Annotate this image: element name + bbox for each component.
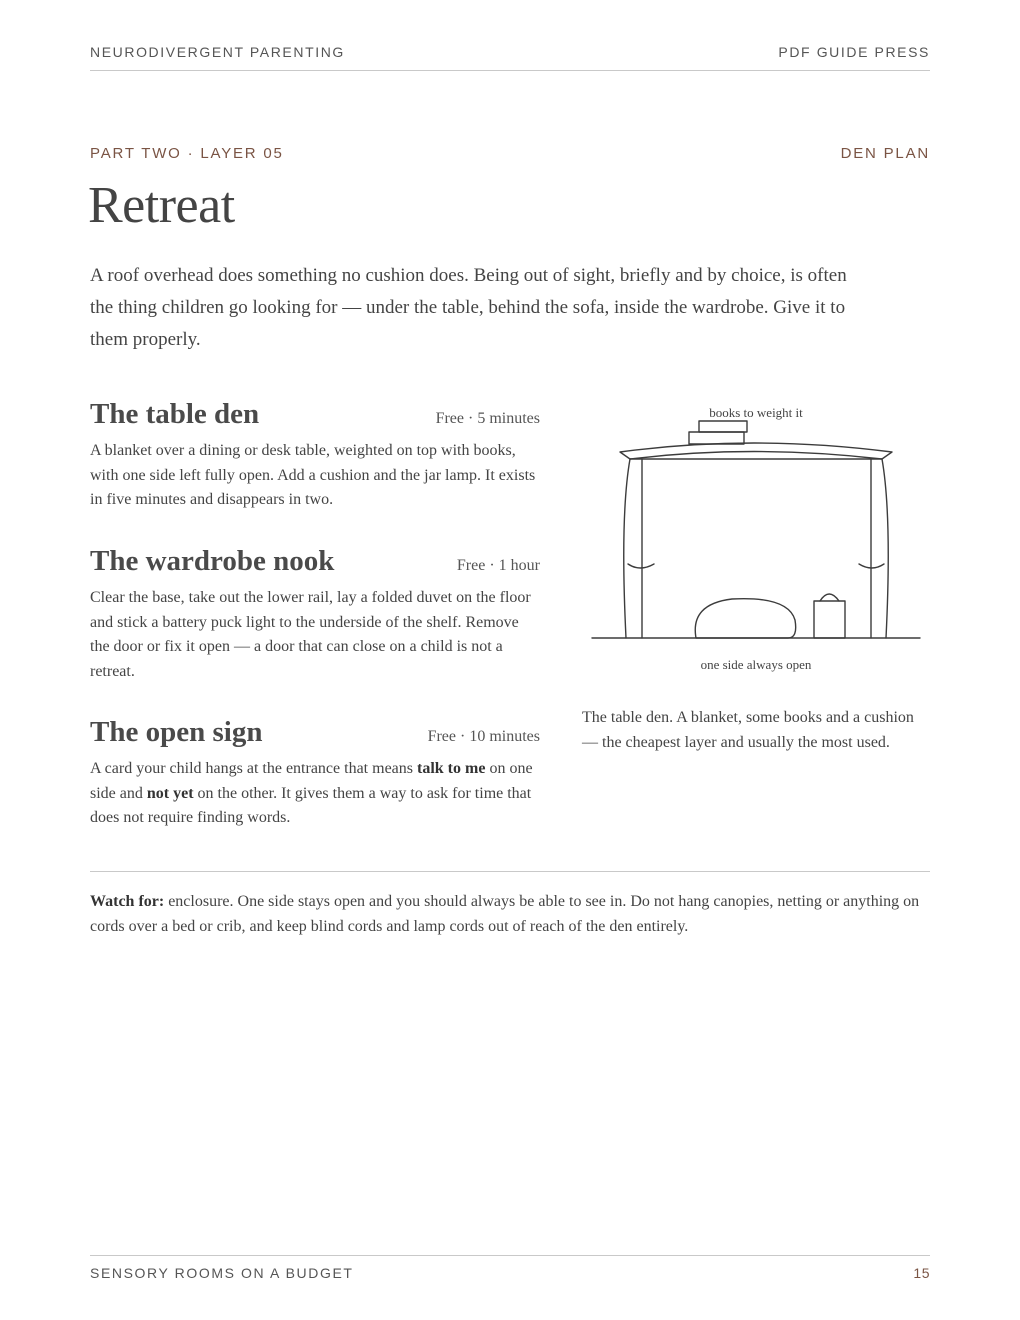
emphasis-talk-to-me: talk to me — [417, 760, 486, 777]
section-body: Clear the base, take out the lower rail, lay a folded duvet on the floor and stick a battery puck light to the underside of the shelf. Remove the door or fix it open — a door that can close on a child is not a retreat. — [90, 589, 531, 680]
section-meta: Free · 5 minutes — [435, 410, 540, 427]
running-header — [90, 44, 930, 64]
section-wardrobe-nook — [90, 545, 540, 684]
figure-label-top: books to weight it — [709, 405, 803, 420]
header-publisher: PDF GUIDE PRESS — [778, 44, 930, 60]
book-icon — [699, 421, 747, 432]
watch-for-note — [90, 890, 935, 939]
section-open-sign — [90, 716, 540, 831]
blanket-drape-left — [624, 459, 630, 638]
blanket-drape-right — [882, 459, 888, 638]
section-body: A card your child hangs at the entrance that means talk to me on one side and not yet on the other. It gives them a way to ask for time that does not require finding words. — [90, 760, 533, 826]
section-heading: The table den — [90, 398, 260, 430]
header-series-title: NEURODIVERGENT PARENTING — [90, 44, 345, 60]
den-line-drawing — [582, 396, 930, 686]
section-table-den — [90, 398, 540, 513]
blanket-top — [620, 443, 892, 459]
footer-rule — [90, 1255, 930, 1256]
header-rule — [90, 70, 930, 71]
footer-book-title: SENSORY ROOMS ON A BUDGET — [90, 1265, 354, 1281]
section-heading: The wardrobe nook — [90, 545, 335, 577]
cushion-icon — [695, 599, 795, 638]
section-meta: Free · 10 minutes — [427, 728, 540, 745]
watch-for-label: Watch for: — [90, 893, 165, 910]
section-meta: Free · 1 hour — [456, 557, 540, 574]
page-number: 15 — [913, 1265, 930, 1281]
section-heading: The open sign — [90, 716, 263, 748]
section-divider — [90, 871, 930, 872]
table-den-illustration — [582, 396, 930, 686]
book-icon — [689, 432, 744, 444]
kicker-part-layer: PART TWO · LAYER 05 — [90, 145, 284, 162]
running-footer — [90, 1265, 930, 1281]
section-kicker — [90, 145, 930, 162]
jar-lamp-icon — [814, 601, 845, 638]
figure-caption: The table den. A blanket, some books and a cushion — the cheapest layer and usually the most used. — [582, 709, 914, 751]
emphasis-not-yet: not yet — [146, 784, 194, 802]
kicker-plan-label: DEN PLAN — [840, 145, 930, 162]
page-title: Retreat — [88, 177, 235, 234]
section-body: A blanket over a dining or desk table, weighted on top with books, with one side left fully open. Add a cushion and the jar lamp. It exists in five minutes and disappears in two. — [90, 442, 536, 508]
figure-label-bottom: one side always open — [700, 657, 812, 672]
watch-for-text: enclosure. One side stays open and you should always be able to see in. Do not hang canopies, netting or anything on cords over a bed or crib, and keep blind cords and lamp cords out of reach of the den entirely. — [90, 893, 920, 935]
lede-paragraph: A roof overhead does something no cushion does. Being out of sight, briefly and by choice, is often the thing children go looking for — under the table, behind the sofa, inside the wardrobe. Give it to them properly. — [90, 265, 847, 350]
